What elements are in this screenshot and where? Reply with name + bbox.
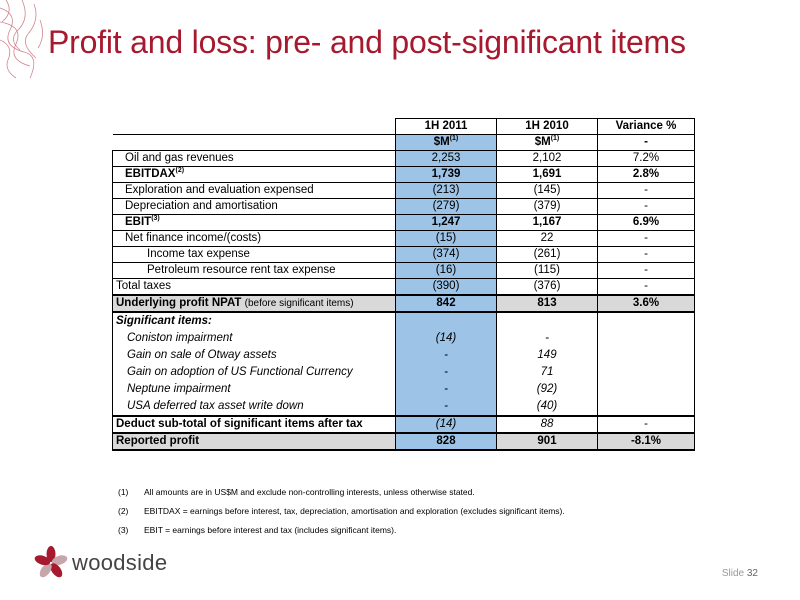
cell-1h-2011: - [396, 381, 497, 398]
cell-1h-2010: (261) [497, 247, 598, 263]
significant-item-row [113, 381, 695, 398]
significant-item-row [113, 364, 695, 381]
cell-1h-2010: (376) [497, 279, 598, 296]
empty-cell [598, 312, 695, 330]
woodside-flower-icon [34, 546, 68, 580]
cell-variance: 2.8% [598, 167, 695, 183]
cell-1h-2011: - [396, 364, 497, 381]
row-label: EBITDAX$^{(2)}$ [113, 167, 396, 183]
table-row [113, 279, 695, 296]
cell-1h-2011: 2,253 [396, 151, 497, 167]
unit-1h-2010: $\$M^{(1)}$ [497, 135, 598, 151]
cell-1h-2010: 901 [497, 433, 598, 450]
cell-1h-2010: (145) [497, 183, 598, 199]
footnote-number: (2) [118, 506, 129, 516]
row-label: Income tax expense [113, 247, 396, 263]
cell-1h-2011: - [396, 398, 497, 416]
cell-1h-2010: (115) [497, 263, 598, 279]
cell-1h-2010: (40) [497, 398, 598, 416]
units-row [113, 135, 695, 151]
header-variance: Variance % [598, 119, 695, 135]
cell-variance: - [598, 199, 695, 215]
cell-1h-2010: 1,691 [497, 167, 598, 183]
footnote-number: (1) [118, 487, 129, 497]
table-row [113, 247, 695, 263]
row-label: Reported profit [113, 433, 396, 450]
table-row [113, 167, 695, 183]
cell-variance: 3.6% [598, 295, 695, 312]
cell-1h-2010: 813 [497, 295, 598, 312]
cell-1h-2011: (213) [396, 183, 497, 199]
row-label: Depreciation and amortisation [113, 199, 396, 215]
significant-items-header-row [113, 312, 695, 330]
subtotal-row [113, 416, 695, 433]
row-label: Gain on adoption of US Functional Currency [113, 364, 396, 381]
underlying-profit-row [113, 295, 695, 312]
cell-1h-2011: 1,739 [396, 167, 497, 183]
cell-variance: -8.1% [598, 433, 695, 450]
empty-cell [598, 347, 695, 364]
cell-variance: - [598, 263, 695, 279]
row-label: Net finance income/(costs) [113, 231, 396, 247]
row-label: Coniston impairment [113, 330, 396, 347]
cell-1h-2011: (374) [396, 247, 497, 263]
cell-1h-2011: 828 [396, 433, 497, 450]
row-label: Gain on sale of Otway assets [113, 347, 396, 364]
cell-1h-2010: 88 [497, 416, 598, 433]
cell-1h-2011: - [396, 347, 497, 364]
profit-loss-table [112, 118, 695, 451]
cell-1h-2010: 149 [497, 347, 598, 364]
row-label: Neptune impairment [113, 381, 396, 398]
cell-variance: - [598, 183, 695, 199]
cell-1h-2010: 22 [497, 231, 598, 247]
cell-1h-2011: (390) [396, 279, 497, 296]
cell-1h-2010: 1,167 [497, 215, 598, 231]
cell-1h-2010: - [497, 330, 598, 347]
corner-pattern-decoration [0, 0, 48, 80]
page-title: Profit and loss: pre- and post-significant items [48, 24, 686, 60]
empty-cell [396, 312, 497, 330]
cell-1h-2011: (14) [396, 330, 497, 347]
cell-1h-2011: (16) [396, 263, 497, 279]
slide-number [722, 568, 758, 579]
row-label: Total taxes [113, 279, 396, 296]
row-label: Deduct sub-total of significant items after tax [113, 416, 396, 433]
table-row [113, 151, 695, 167]
cell-variance: - [598, 416, 695, 433]
cell-variance: - [598, 247, 695, 263]
header-1h-2011: 1H 2011 [396, 119, 497, 135]
empty-cell [598, 364, 695, 381]
footnote-text: EBITDAX = earnings before interest, tax, depreciation, amortisation and exploration (excludes significant items). [144, 506, 565, 516]
unit-variance: - [598, 135, 695, 151]
table-row [113, 183, 695, 199]
significant-item-row [113, 347, 695, 364]
cell-1h-2011: (279) [396, 199, 497, 215]
cell-1h-2011: 1,247 [396, 215, 497, 231]
cell-1h-2010: 71 [497, 364, 598, 381]
cell-1h-2010: (92) [497, 381, 598, 398]
footnote [118, 524, 565, 536]
header-1h-2010: 1H 2010 [497, 119, 598, 135]
footnote [118, 505, 565, 517]
row-label: Exploration and evaluation expensed [113, 183, 396, 199]
row-label: Petroleum resource rent tax expense [113, 263, 396, 279]
logo-text: woodside [72, 550, 168, 575]
footnote-text: All amounts are in US$M and exclude non-controlling interests, unless otherwise stated. [144, 487, 475, 497]
cell-1h-2010: 2,102 [497, 151, 598, 167]
significant-item-row [113, 330, 695, 347]
units-empty-cell [113, 135, 396, 151]
significant-item-row [113, 398, 695, 416]
cell-1h-2010: (379) [497, 199, 598, 215]
empty-cell [598, 381, 695, 398]
significant-items-heading: Significant items: [113, 312, 396, 330]
row-label: EBIT$^{(3)}$ [113, 215, 396, 231]
slide-number-value: 32 [746, 568, 758, 579]
unit-1h-2011: $\$M^{(1)}$ [396, 135, 497, 151]
empty-cell [598, 398, 695, 416]
footnote [118, 486, 565, 498]
reported-profit-row [113, 433, 695, 450]
table-row [113, 199, 695, 215]
woodside-logo [34, 546, 167, 580]
cell-1h-2011: 842 [396, 295, 497, 312]
empty-cell [598, 330, 695, 347]
footnote-number: (3) [118, 525, 129, 535]
row-label: Underlying profit NPAT (before significant items) [113, 295, 396, 312]
header-empty-cell [113, 119, 396, 135]
row-label: USA deferred tax asset write down [113, 398, 396, 416]
table-row [113, 215, 695, 231]
cell-variance: 6.9% [598, 215, 695, 231]
cell-variance: - [598, 279, 695, 296]
cell-variance: - [598, 231, 695, 247]
cell-1h-2011: (15) [396, 231, 497, 247]
table-row [113, 231, 695, 247]
table-row [113, 263, 695, 279]
cell-variance: 7.2% [598, 151, 695, 167]
cell-1h-2011: (14) [396, 416, 497, 433]
footnotes [118, 486, 565, 543]
row-label: Oil and gas revenues [113, 151, 396, 167]
slide-label: Slide [721, 568, 745, 579]
table-header-row [113, 119, 695, 135]
footnote-text: EBIT = earnings before interest and tax (includes significant items). [144, 525, 397, 535]
empty-cell [497, 312, 598, 330]
